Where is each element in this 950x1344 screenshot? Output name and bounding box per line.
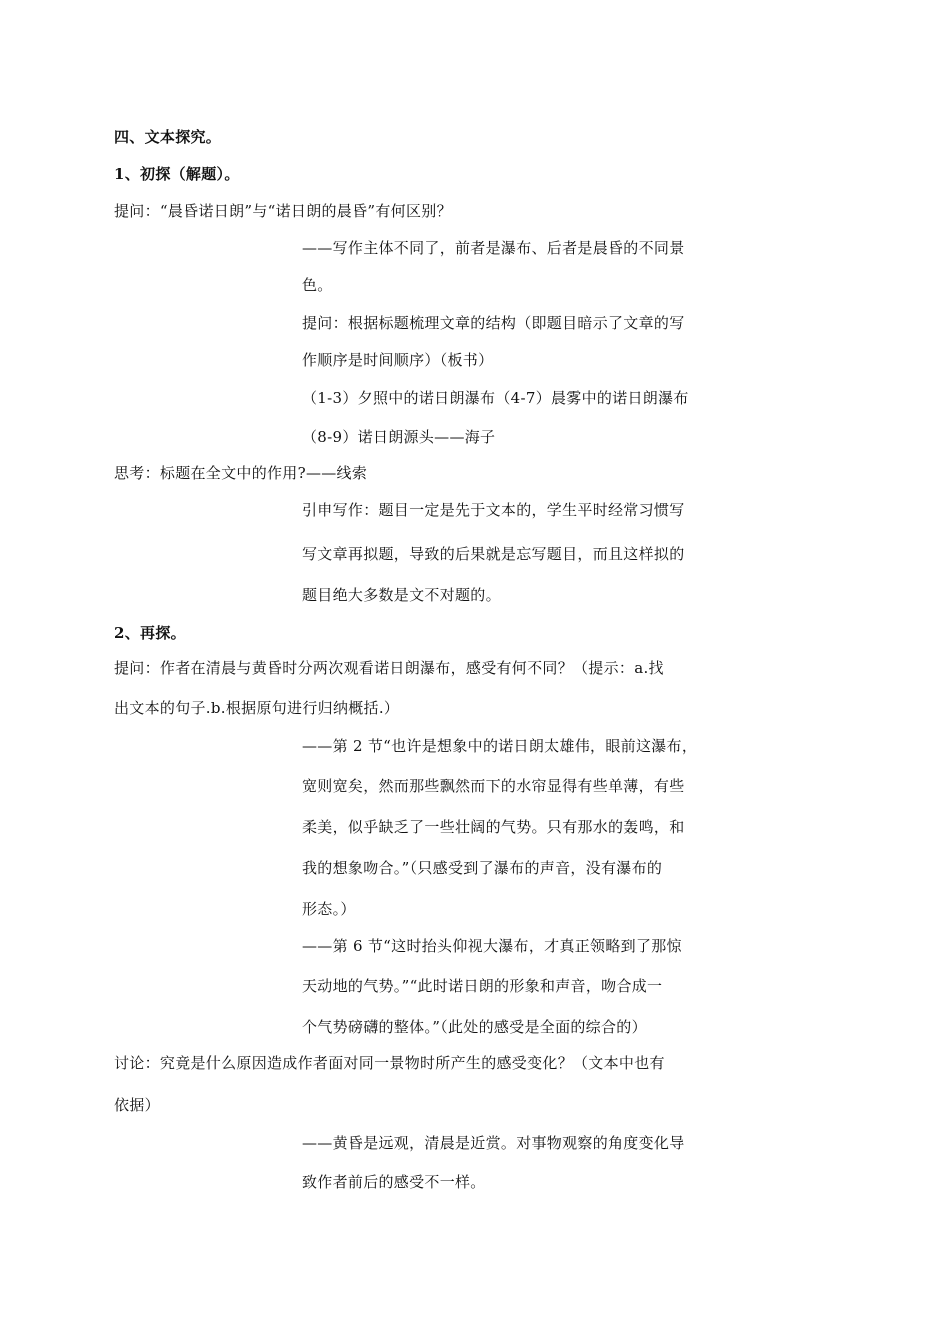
part1-heading: 1、初探（解题）。 [114,165,240,183]
discussion-line1: 讨论：究竟是什么原因造成作者面对同一景物时所产生的感受变化？（文本中也有 [114,1054,665,1072]
section2-quote-line2: 宽则宽矣，然而那些飘然而下的水帘显得有些单薄，有些 [302,777,685,795]
discussion-answer-line2: 致作者前后的感受不一样。 [302,1173,486,1191]
writing-extension-line2: 写文章再拟题，导致的后果就是忘写题目，而且这样拟的 [302,545,685,563]
section2-quote-line5: 形态。） [302,900,356,918]
think-title-role: 思考：标题在全文中的作用?——线索 [114,464,368,482]
part2-heading: 2、再探。 [114,624,186,642]
question-feelings-line1: 提问：作者在清晨与黄昏时分两次观看诺日朗瀑布，感受有何不同？（提示：a.找 [114,659,664,677]
discussion-line2: 依据） [114,1096,160,1114]
section6-quote-line1: ——第 6 节“这时抬头仰视大瀑布，才真正领略到了那惊 [302,937,682,955]
section2-quote-line4: 我的想象吻合。”（只感受到了瀑布的声音，没有瀑布的 [302,859,663,877]
structure-outline-line1: （1-3）夕照中的诺日朗瀑布（4-7）晨雾中的诺日朗瀑布 [302,389,689,407]
writing-extension-line1: 引申写作：题目一定是先于文本的，学生平时经常习惯写 [302,501,685,519]
answer-title-difference-line1: ——写作主体不同了，前者是瀑布、后者是晨昏的不同景 [302,239,685,257]
question-title-difference: 提问：“晨昏诺日朗”与“诺日朗的晨昏”有何区别？ [114,202,452,220]
section-heading: 四、文本探究。 [114,128,222,146]
question-feelings-line2: 出文本的句子.b.根据原句进行归纳概括.） [114,699,400,717]
section2-quote-line3: 柔美，似乎缺乏了一些壮阔的气势。只有那水的轰鸣，和 [302,818,685,836]
question-structure-line1: 提问：根据标题梳理文章的结构（即题目暗示了文章的写 [302,314,685,332]
section6-quote-line2: 天动地的气势。”“此时诺日朗的形象和声音，吻合成一 [302,977,663,995]
writing-extension-line3: 题目绝大多数是文不对题的。 [302,586,501,604]
section6-quote-line3: 个气势磅礴的整体。”（此处的感受是全面的综合的） [302,1018,647,1036]
section2-quote-line1: ——第 2 节“也许是想象中的诺日朗太雄伟，眼前这瀑布， [302,737,698,755]
answer-title-difference-line2: 色。 [302,276,333,294]
discussion-answer-line1: ——黄昏是远观，清晨是近赏。对事物观察的角度变化导 [302,1134,685,1152]
question-structure-line2: 作顺序是时间顺序）（板书） [302,351,494,369]
structure-outline-line2: （8-9）诺日朗源头——海子 [302,428,496,446]
